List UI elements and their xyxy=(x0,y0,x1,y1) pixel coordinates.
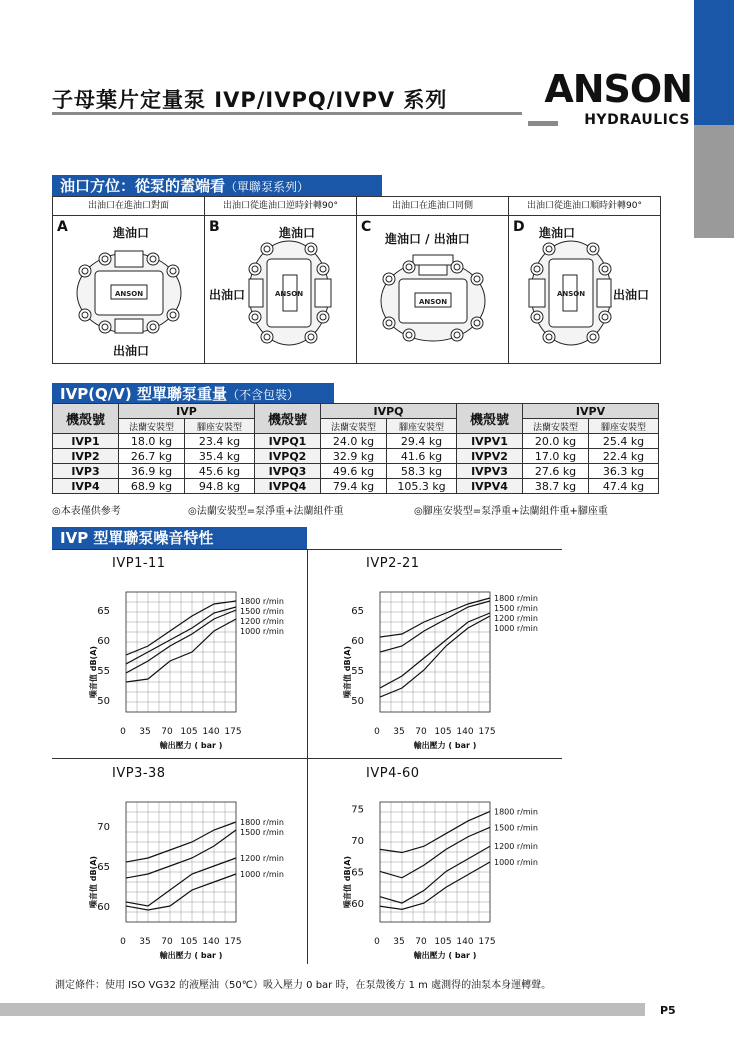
flange-header: 法蘭安裝型 xyxy=(119,419,185,434)
flange-weight: 20.0 kg xyxy=(523,434,589,449)
bolt-circle-icon xyxy=(317,263,329,275)
logo-bar xyxy=(528,121,558,126)
noise-chart-ivp3 xyxy=(70,782,310,962)
model-cell: IVPV3 xyxy=(457,464,523,479)
x-tick-label: 175 xyxy=(224,937,242,947)
y-tick-label: 50 xyxy=(97,696,110,707)
model-cell: IVPQ2 xyxy=(255,449,321,464)
bolt-circle-icon xyxy=(147,321,159,333)
series-label: 1800 r/min xyxy=(494,807,538,817)
flange-weight: 49.6 kg xyxy=(321,464,387,479)
x-tick-label: 35 xyxy=(139,727,151,737)
model-cell: IVPV1 xyxy=(457,434,523,449)
port-view-row xyxy=(53,216,660,363)
foot-weight: 105.3 kg xyxy=(387,479,457,494)
bolt-circle-icon xyxy=(79,309,91,321)
series-label: 1500 r/min xyxy=(494,604,538,613)
port-header-a: 出油口在進油口對面 xyxy=(53,197,205,215)
x-tick-label: 70 xyxy=(415,727,427,737)
foot-header: 腳座安裝型 xyxy=(589,419,659,434)
y-tick-label: 60 xyxy=(351,899,364,911)
foot-weight: 25.4 kg xyxy=(589,434,659,449)
foot-weight: 94.8 kg xyxy=(185,479,255,494)
pump-body xyxy=(529,241,611,345)
foot-header: 腳座安裝型 xyxy=(185,419,255,434)
noise-section-title: IVP 型單聯泵噪音特性 xyxy=(60,529,214,547)
port-boss-top xyxy=(529,279,545,307)
flange-weight: 32.9 kg xyxy=(321,449,387,464)
chart-grid-horizontal-divider xyxy=(52,758,562,759)
flange-weight: 79.4 kg xyxy=(321,479,387,494)
x-tick-label: 175 xyxy=(224,727,242,737)
foot-weight: 58.3 kg xyxy=(387,464,457,479)
port-view-a xyxy=(53,216,205,363)
model-cell: IVP3 xyxy=(53,464,119,479)
weight-table xyxy=(52,403,659,494)
anson-logo xyxy=(528,67,692,128)
view-letter-b: B xyxy=(209,219,220,235)
page-title: 子母葉片定量泵 IVP/IVPQ/IVPV 系列 xyxy=(52,88,448,112)
bolt-circle-icon xyxy=(543,331,555,343)
chart-title-ivp3: IVP3-38 xyxy=(112,766,166,781)
group-header-ivpq: IVPQ xyxy=(321,404,457,419)
port-header-row xyxy=(53,197,660,216)
series-label: 1500 r/min xyxy=(240,607,284,616)
foot-weight: 22.4 kg xyxy=(589,449,659,464)
bolt-circle-icon xyxy=(451,261,463,273)
outlet-label-d: 出油口 xyxy=(613,288,650,302)
flange-header: 法蘭安裝型 xyxy=(523,419,589,434)
y-tick-label: 55 xyxy=(351,666,364,677)
y-tick-label: 65 xyxy=(351,867,364,879)
y-tick-label: 50 xyxy=(351,696,364,707)
port-header-b: 出油口從進油口逆時針轉90° xyxy=(205,197,357,215)
noise-section-header xyxy=(52,527,307,549)
x-tick-label: 70 xyxy=(415,937,427,947)
model-cell: IVP2 xyxy=(53,449,119,464)
side-tab-gray xyxy=(694,125,734,238)
series-label: 1000 r/min xyxy=(240,627,284,636)
y-axis-label: 噪音值 dB(A) xyxy=(89,855,98,909)
model-cell: IVPV4 xyxy=(457,479,523,494)
port-boss-bottom xyxy=(597,279,611,307)
series-label: 1200 r/min xyxy=(240,617,284,626)
x-tick-label: 105 xyxy=(180,727,198,737)
group-header-ivpv: IVPV xyxy=(523,404,659,419)
series-label: 1000 r/min xyxy=(240,870,284,879)
bolt-circle-icon xyxy=(403,329,415,341)
flange-weight: 18.0 kg xyxy=(119,434,185,449)
nameplate-text: ANSON xyxy=(556,290,586,298)
bolt-circle-icon xyxy=(531,263,543,275)
model-cell: IVPQ4 xyxy=(255,479,321,494)
port-header-c: 出油口在進油口同側 xyxy=(357,197,509,215)
pump-body xyxy=(381,255,485,341)
foot-weight: 29.4 kg xyxy=(387,434,457,449)
x-tick-label: 105 xyxy=(434,727,452,737)
x-tick-label: 105 xyxy=(180,937,198,947)
x-tick-label: 0 xyxy=(120,727,126,737)
table-row xyxy=(53,464,659,479)
bolt-circle-icon xyxy=(79,265,91,277)
model-cell: IVPQ1 xyxy=(255,434,321,449)
port-boss-double xyxy=(413,255,453,265)
foot-header: 腳座安裝型 xyxy=(387,419,457,434)
x-tick-label: 140 xyxy=(456,937,474,947)
pump-drawing-a xyxy=(53,238,205,348)
bolt-circle-icon xyxy=(599,263,611,275)
series-label: 1800 r/min xyxy=(494,594,538,603)
ports-section-sub: （單聯泵系列） xyxy=(225,180,310,194)
ports-section-title: 油口方位：從泵的蓋端看 xyxy=(60,177,226,195)
bolt-circle-icon xyxy=(261,331,273,343)
page-number: P5 xyxy=(660,1004,676,1017)
weight-note-2: ◎法蘭安裝型=泵淨重+法蘭組件重 xyxy=(188,506,344,517)
foot-weight: 45.6 kg xyxy=(185,464,255,479)
y-tick-label: 65 xyxy=(351,606,364,617)
weight-section-header xyxy=(52,383,334,405)
y-axis-label: 噪音值 dB(A) xyxy=(343,855,352,909)
bolt-circle-icon xyxy=(471,317,483,329)
bolt-circle-icon xyxy=(599,311,611,323)
view-letter-c: C xyxy=(361,219,372,235)
table-row xyxy=(53,479,659,494)
series-label: 1500 r/min xyxy=(494,823,538,833)
group-header-ivp: IVP xyxy=(119,404,255,419)
series-label: 1200 r/min xyxy=(494,614,538,623)
foot-weight: 41.6 kg xyxy=(387,449,457,464)
x-tick-label: 175 xyxy=(478,727,496,737)
series-label: 1800 r/min xyxy=(240,597,284,606)
bolt-circle-icon xyxy=(167,265,179,277)
port-view-d xyxy=(509,216,660,363)
title-divider xyxy=(52,112,522,115)
bolt-circle-icon xyxy=(305,243,317,255)
flange-header: 法蘭安裝型 xyxy=(321,419,387,434)
model-header-ivpq: 機殼號 xyxy=(255,404,321,434)
flange-weight: 27.6 kg xyxy=(523,464,589,479)
flange-weight: 17.0 kg xyxy=(523,449,589,464)
y-tick-label: 55 xyxy=(97,666,110,677)
table-row xyxy=(53,449,659,464)
series-label: 1200 r/min xyxy=(240,854,284,863)
noise-chart-ivp1 xyxy=(70,572,310,752)
series-label: 1500 r/min xyxy=(240,828,284,837)
bolt-circle-icon xyxy=(587,331,599,343)
logo-sub-row xyxy=(528,112,692,128)
x-axis-label: 輸出壓力 ( bar ) xyxy=(413,951,477,960)
weight-note-3: ◎腳座安裝型=泵淨重+法蘭組件重+腳座重 xyxy=(414,506,608,517)
bolt-circle-icon xyxy=(305,331,317,343)
chart-title-ivp4: IVP4-60 xyxy=(366,766,420,781)
y-tick-label: 65 xyxy=(97,606,110,617)
series-label: 1000 r/min xyxy=(494,624,538,633)
bolt-circle-icon xyxy=(451,329,463,341)
y-tick-label: 60 xyxy=(97,902,110,913)
foot-weight: 36.3 kg xyxy=(589,464,659,479)
bolt-circle-icon xyxy=(587,243,599,255)
chart-title-ivp2: IVP2-21 xyxy=(366,556,420,571)
pump-body xyxy=(249,241,331,345)
y-axis-label: 噪音值 dB(A) xyxy=(89,645,98,699)
foot-weight: 47.4 kg xyxy=(589,479,659,494)
footer-bar xyxy=(0,1003,645,1016)
view-letter-a: A xyxy=(57,219,68,235)
chart-title-ivp1: IVP1-11 xyxy=(112,556,166,571)
bolt-circle-icon xyxy=(261,243,273,255)
x-axis-label: 輸出壓力 ( bar ) xyxy=(159,741,223,750)
nameplate-text: ANSON xyxy=(418,298,448,306)
bolt-circle-icon xyxy=(249,263,261,275)
inlet-label-b: 進油口 xyxy=(279,226,316,240)
outlet-label-a: 出油口 xyxy=(113,344,150,358)
pump-drawing-c xyxy=(357,246,509,356)
port-boss-top xyxy=(115,251,143,267)
foot-weight: 23.4 kg xyxy=(185,434,255,449)
x-tick-label: 140 xyxy=(202,727,220,737)
y-tick-label: 65 xyxy=(97,862,110,873)
outlet-label-b: 出油口 xyxy=(209,288,246,302)
bolt-circle-icon xyxy=(99,253,111,265)
y-tick-label: 70 xyxy=(351,835,364,847)
x-tick-label: 0 xyxy=(374,937,380,947)
x-tick-label: 140 xyxy=(456,727,474,737)
nameplate-text: ANSON xyxy=(274,290,304,298)
x-tick-label: 70 xyxy=(161,727,173,737)
x-tick-label: 105 xyxy=(434,937,452,947)
measurement-footnote: 測定條件：使用 ISO VG32 的液壓油（50℃）吸入壓力 0 bar 時，在泵殼後方 1 m 處測得的油泵本身運轉聲。 xyxy=(55,980,552,991)
table-row xyxy=(53,434,659,449)
flange-weight: 26.7 kg xyxy=(119,449,185,464)
y-axis-label: 噪音值 dB(A) xyxy=(343,645,352,699)
model-cell: IVP4 xyxy=(53,479,119,494)
bolt-circle-icon xyxy=(249,311,261,323)
side-tab-blue xyxy=(694,0,734,125)
inlet-outlet-label-c: 進油口 / 出油口 xyxy=(385,232,470,246)
x-tick-label: 35 xyxy=(393,937,405,947)
x-tick-label: 35 xyxy=(393,727,405,737)
bolt-circle-icon xyxy=(167,309,179,321)
model-cell: IVPV2 xyxy=(457,449,523,464)
bolt-circle-icon xyxy=(147,253,159,265)
model-cell: IVP1 xyxy=(53,434,119,449)
flange-weight: 38.7 kg xyxy=(523,479,589,494)
view-letter-d: D xyxy=(513,219,525,235)
flange-weight: 24.0 kg xyxy=(321,434,387,449)
port-view-c xyxy=(357,216,509,363)
bolt-circle-icon xyxy=(543,243,555,255)
y-tick-label: 60 xyxy=(351,636,364,647)
x-tick-label: 70 xyxy=(161,937,173,947)
inlet-label-a: 進油口 xyxy=(113,226,150,240)
port-boss-top xyxy=(315,279,331,307)
foot-weight: 35.4 kg xyxy=(185,449,255,464)
x-tick-label: 0 xyxy=(374,727,380,737)
bolt-circle-icon xyxy=(317,311,329,323)
flange-weight: 68.9 kg xyxy=(119,479,185,494)
bolt-circle-icon xyxy=(383,273,395,285)
nameplate-text: ANSON xyxy=(114,290,144,298)
logo-sub-text: HYDRAULICS xyxy=(584,112,690,128)
logo-main-text: ANSON xyxy=(544,67,692,111)
y-tick-label: 60 xyxy=(97,636,110,647)
series-label: 1200 r/min xyxy=(494,842,538,852)
flange-weight: 36.9 kg xyxy=(119,464,185,479)
model-header-ivp: 機殼號 xyxy=(53,404,119,434)
weight-note-1: ◎本表僅供參考 xyxy=(52,506,121,517)
port-header-d: 出油口從進油口順時針轉90° xyxy=(527,201,642,211)
x-axis-label: 輸出壓力 ( bar ) xyxy=(413,741,477,750)
pump-body xyxy=(77,251,181,333)
x-tick-label: 140 xyxy=(202,937,220,947)
x-tick-label: 175 xyxy=(478,937,496,947)
port-orientation-table xyxy=(52,196,661,364)
bolt-circle-icon xyxy=(383,317,395,329)
noise-chart-ivp2 xyxy=(324,572,564,752)
weight-section-sub: （不含包裝） xyxy=(226,388,299,402)
series-label: 1000 r/min xyxy=(494,858,538,867)
x-tick-label: 0 xyxy=(120,937,126,947)
x-tick-label: 35 xyxy=(139,937,151,947)
model-cell: IVPQ3 xyxy=(255,464,321,479)
series-label: 1800 r/min xyxy=(240,818,284,827)
bolt-circle-icon xyxy=(471,273,483,285)
ports-section-header xyxy=(52,175,382,197)
y-tick-label: 75 xyxy=(351,804,364,816)
bolt-circle-icon xyxy=(403,261,415,273)
model-header-ivpv: 機殼號 xyxy=(457,404,523,434)
bolt-circle-icon xyxy=(531,311,543,323)
port-boss-bottom xyxy=(115,319,143,333)
port-boss-bottom xyxy=(249,279,263,307)
port-view-b xyxy=(205,216,357,363)
y-tick-label: 70 xyxy=(97,822,110,833)
inlet-label-d: 進油口 xyxy=(539,226,576,240)
bolt-circle-icon xyxy=(99,321,111,333)
x-axis-label: 輸出壓力 ( bar ) xyxy=(159,951,223,960)
noise-chart-ivp4 xyxy=(324,782,564,962)
weight-section-title: IVP(Q/V) 型單聯泵重量 xyxy=(60,385,227,403)
